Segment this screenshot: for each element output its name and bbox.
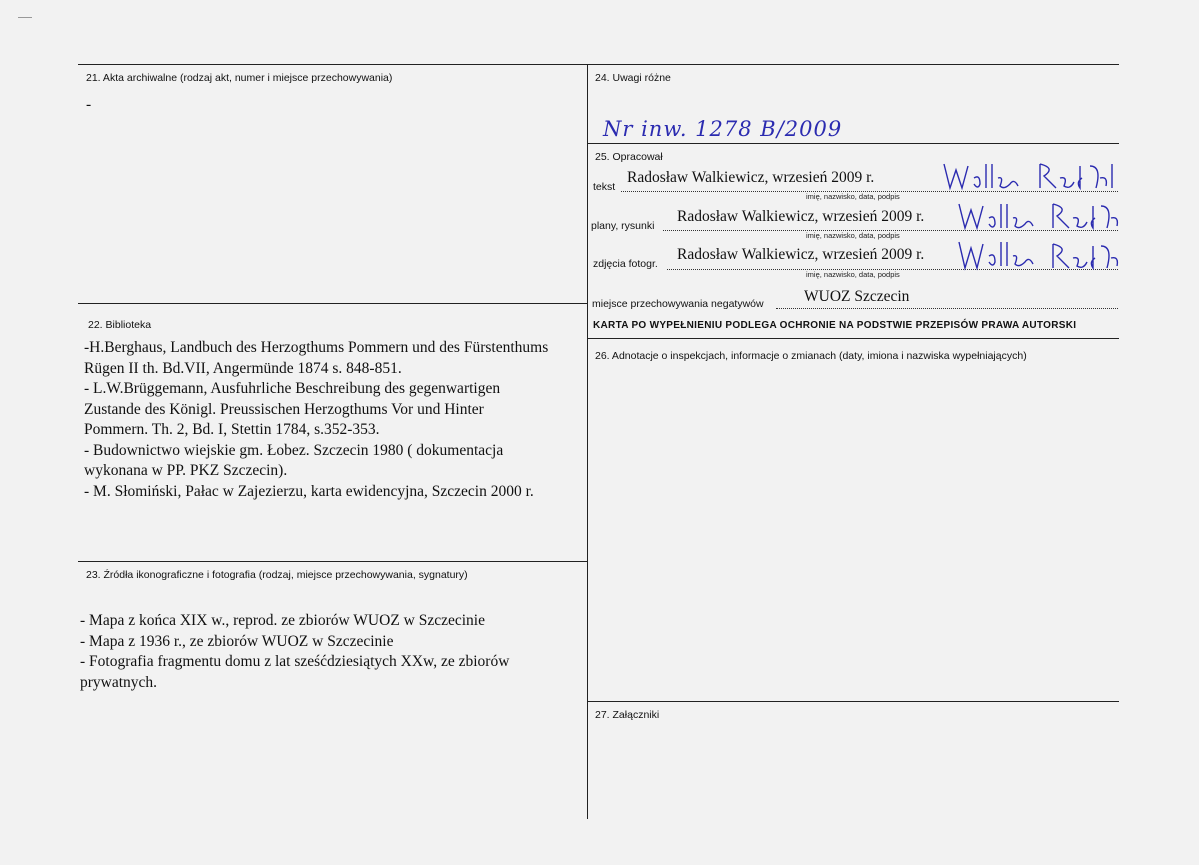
right-rule-25	[587, 143, 1119, 144]
row-caption-plans: imię, nazwisko, data, podpis	[806, 231, 900, 240]
top-rule	[78, 64, 1119, 65]
row-caption-photos: imię, nazwisko, data, podpis	[806, 270, 900, 279]
signature-photos	[955, 238, 1125, 272]
bibliography-line: wykonana w PP. PKZ Szczecin).	[84, 462, 288, 479]
row-label-plans: plany, rysunki	[591, 220, 655, 232]
section-27-label: 27. Załączniki	[595, 709, 660, 721]
section-23-label: 23. Źródła ikonograficzne i fotografia (rodzaj, miejsce przechowywania, sygnatury)	[86, 569, 468, 581]
right-rule-notice	[587, 338, 1119, 339]
bibliography-line: - M. Słomiński, Pałac w Zajezierzu, karta ewidencyjna, Szczecin 2000 r.	[84, 482, 534, 500]
row-caption-text: imię, nazwisko, data, podpis	[806, 192, 900, 201]
section-24-label: 24. Uwagi różne	[595, 72, 671, 84]
corner-mark	[18, 17, 32, 18]
source-line: - Mapa z 1936 r., ze zbiorów WUOZ w Szczecinie	[80, 632, 394, 650]
bibliography-line: - Budownictwo wiejskie gm. Łobez. Szczecin 1980 ( dokumentacja	[84, 441, 504, 459]
protection-notice: KARTA PO WYPEŁNIENIU PODLEGA OCHRONIE NA PODSTWIE PRZEPISÓW PRAWA AUTORSKI	[593, 320, 1077, 331]
source-line: - Mapa z końca XIX w., reprod. ze zbiorów WUOZ w Szczecinie	[80, 612, 485, 629]
bibliography-line: Rügen II th. Bd.VII, Angermünde 1874 s. 848-851.	[84, 359, 402, 377]
negatives-label: miejsce przechowywania negatywów	[592, 298, 764, 310]
source-line: - Fotografia fragmentu domu z lat sześćdziesiątych XXw, ze zbiorów	[80, 653, 510, 670]
bibliography-line: Zustande des Königl. Preussischen Herzogthums Vor und Hinter	[84, 400, 484, 418]
left-rule-23	[78, 561, 587, 562]
section-21-value: -	[86, 96, 92, 113]
signature-text	[940, 160, 1120, 192]
center-divider	[587, 64, 588, 819]
section-22-text	[84, 338, 584, 502]
row-value-text: Radosław Walkiewicz, wrzesień 2009 r.	[627, 169, 875, 186]
section-23-text	[80, 611, 580, 693]
inventory-number-handwritten: Nr inw. 1278 B/2009	[603, 117, 843, 141]
source-line: prywatnych.	[80, 673, 158, 691]
negatives-value: WUOZ Szczecin	[804, 288, 910, 305]
row-value-plans: Radosław Walkiewicz, wrzesień 2009 r.	[677, 208, 925, 225]
bibliography-line: Pommern. Th. 2, Bd. I, Stettin 1784, s.352-353.	[84, 421, 380, 438]
bibliography-line: -H.Berghaus, Landbuch des Herzogthums Pommern und des Fürstenthums	[84, 339, 549, 356]
row-label-photos: zdjęcia fotogr.	[593, 258, 658, 270]
section-25-label: 25. Opracował	[595, 151, 663, 163]
negatives-dotline	[776, 308, 1118, 309]
bibliography-line: - L.W.Brüggemann, Ausfuhrliche Beschreibung des gegenwartigen	[84, 380, 501, 397]
section-22-label: 22. Biblioteka	[88, 319, 152, 331]
left-rule-22	[78, 303, 587, 304]
section-26-label: 26. Adnotacje o inspekcjach, informacje o zmianach (daty, imiona i nazwiska wypełniających)	[595, 350, 1027, 362]
signature-plans	[955, 200, 1125, 232]
row-label-text: tekst	[593, 181, 616, 193]
right-rule-27	[587, 701, 1119, 702]
row-value-photos: Radosław Walkiewicz, wrzesień 2009 r.	[677, 246, 925, 263]
section-21-label: 21. Akta archiwalne (rodzaj akt, numer i miejsce przechowywania)	[86, 72, 393, 84]
